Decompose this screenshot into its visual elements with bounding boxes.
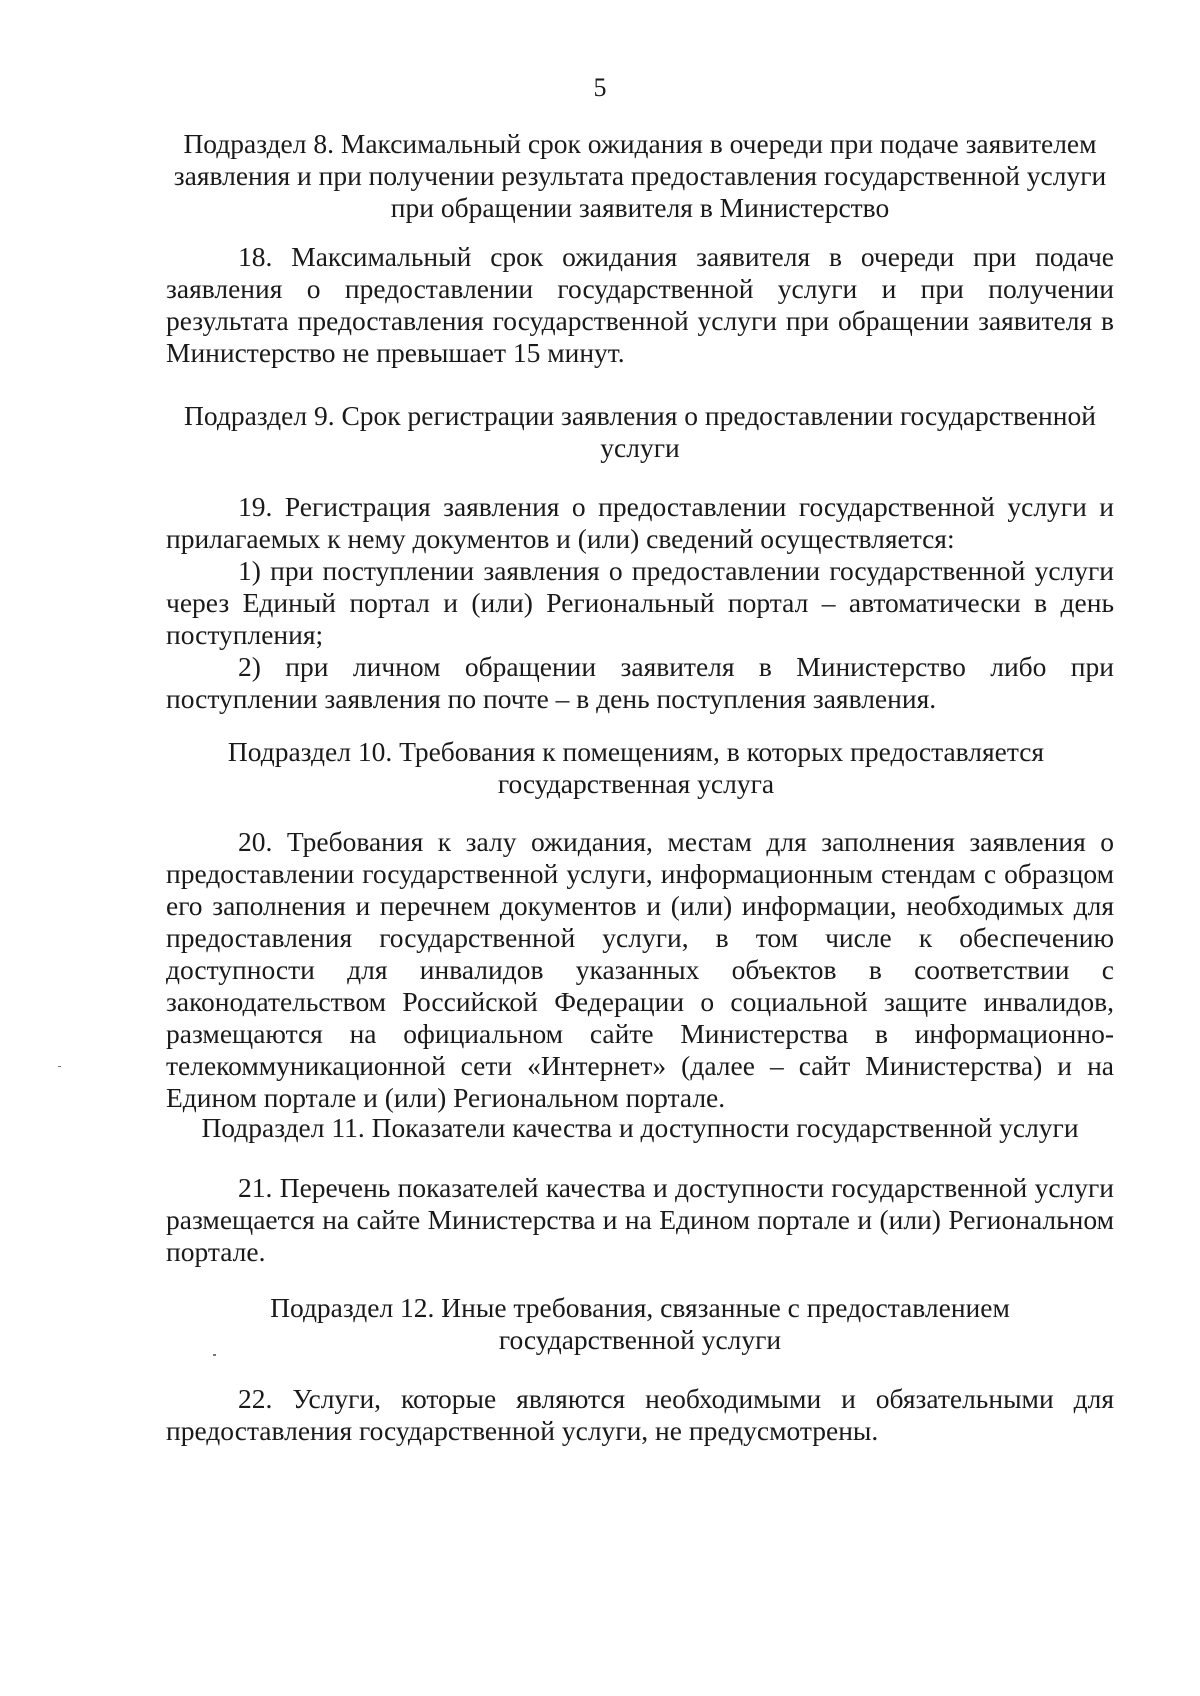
paragraph-20: 20. Требования к залу ожидания, местам для заполнения заявления о предоставлении государственной услуги, информационным стендам с образцом его заполнения и перечнем документов и (или) информации, необходимых для предоставления государственной услуги, в том числе к обеспечению доступности для инвалидов указанных объектов в соответствии с законодательством Российской Федерации о социальной защите инвалидов, размещаются на официальном сайте Министерства в информационно-телекоммуникационной сети «Интернет» (далее – сайт Министерства) и на Едином портале и (или) Региональном портале. — [166, 826, 1114, 1113]
section-8-heading: Подраздел 8. Максимальный срок ожидания в очереди при подаче заявителем заявления и при получении результата предоставления государственной услуги при обращении заявителя в Министерство — [173, 128, 1107, 223]
paragraph-22: 22. Услуги, которые являются необходимыми и обязательными для предоставления государственной услуги, не предусмотрены. — [166, 1383, 1114, 1446]
paragraph-19-item-1: 1) при поступлении заявления о предоставлении государственной услуги через Единый портал и (или) Региональный портал – автоматически в день поступления; — [166, 555, 1114, 650]
paragraph-18: 18. Максимальный срок ожидания заявителя в очереди при подаче заявления о предоставлении государственной услуги и при получении результата предоставления государственной услуги при обращении заявителя в Министерство не превышает 15 минут. — [166, 241, 1114, 368]
paragraph-19: 19. Регистрация заявления о предоставлении государственной услуги и прилагаемых к нему документов и (или) сведений осуществляется: — [166, 491, 1114, 554]
page-number: 5 — [593, 73, 607, 102]
scan-speck — [58, 1066, 61, 1067]
section-11-heading: Подраздел 11. Показатели качества и доступности государственной услуги — [201, 1112, 1079, 1143]
section-12-heading: Подраздел 12. Иные требования, связанные с предоставлением государственной услуги — [270, 1292, 1010, 1355]
section-10-heading: Подраздел 10. Требования к помещениям, в которых предоставляется государственная услуга — [227, 736, 1045, 799]
paragraph-21: 21. Перечень показателей качества и доступности государственной услуги размещается на сайте Министерства и на Едином портале и (или) Региональном портале. — [166, 1172, 1114, 1267]
section-9-heading: Подраздел 9. Срок регистрации заявления о предоставлении государственной услуги — [184, 400, 1096, 463]
scan-speck — [213, 1354, 216, 1356]
paragraph-19-item-2: 2) при личном обращении заявителя в Министерство либо при поступлении заявления по почте – в день поступления заявления. — [166, 651, 1114, 714]
